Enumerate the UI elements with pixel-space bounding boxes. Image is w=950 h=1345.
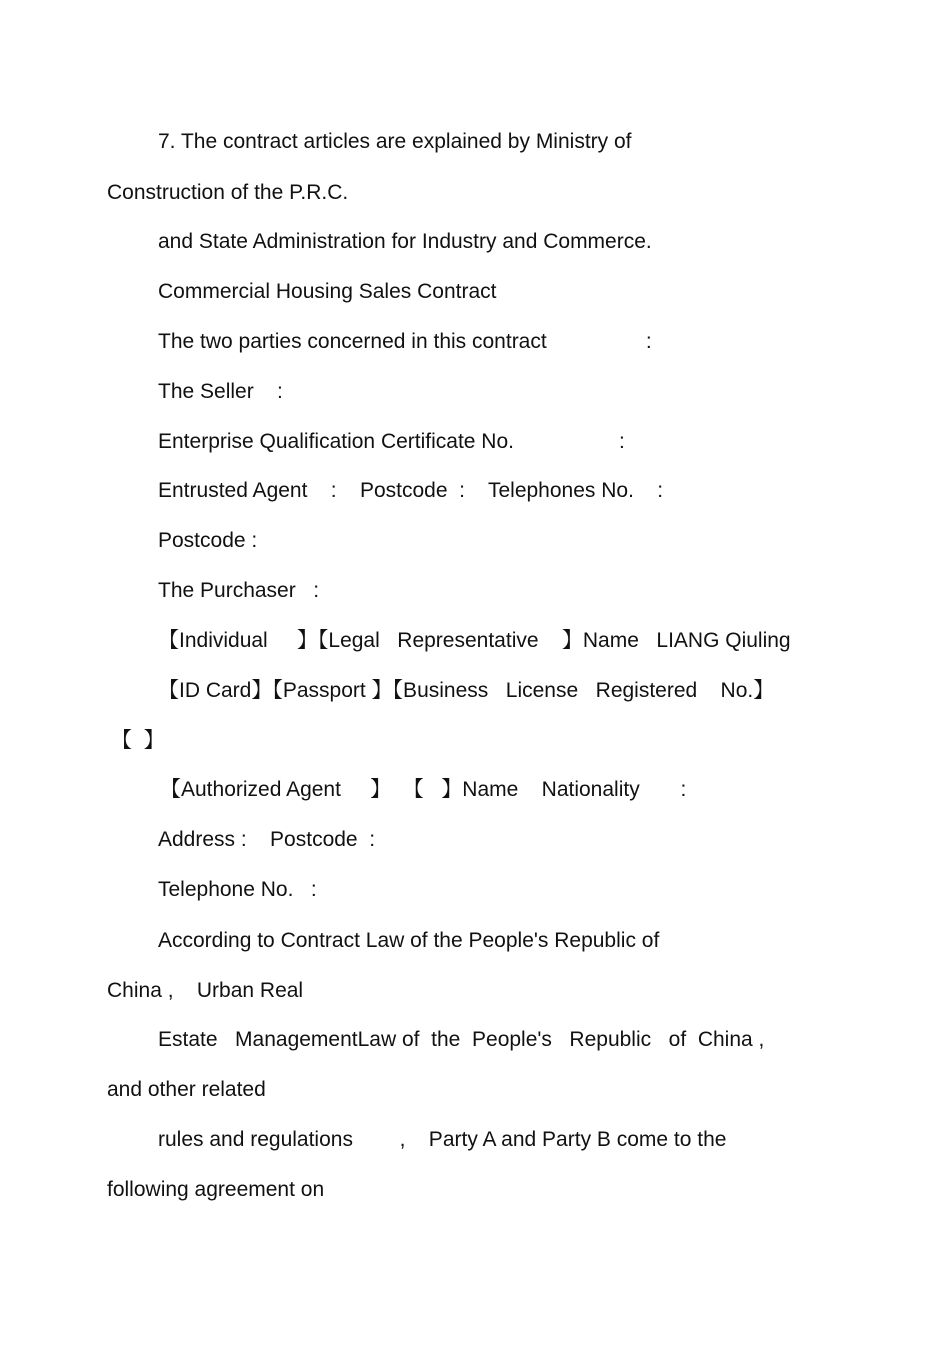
text-line-china-urban: China , Urban Real [107,979,304,1002]
authorized-agent-line: 【Authorized Agent 】 【 】Name Nationality : [160,778,687,801]
postcode-field: Postcode : [158,529,258,552]
address-line: Address : Postcode : [158,828,376,851]
text-line-following-agreement: following agreement on [107,1178,325,1201]
telephone-line: Telephone No. : [158,878,317,901]
document-title: Commercial Housing Sales Contract [158,280,497,303]
seller-field: The Seller : [158,380,283,403]
text-line-state-administration: and State Administration for Industry and Commerce. [158,230,652,253]
purchaser-id-line: 【ID Card】【Passport 】【Business License Registered No.】 [158,679,775,702]
text-line-article-7: 7. The contract articles are explained by Ministry of [158,130,632,153]
purchaser-name-line: 【Individual 】【Legal Representative 】Name LIANG Qiuling [158,629,791,652]
text-line-two-parties: The two parties concerned in this contract : [158,330,652,353]
text-line-contract-law: According to Contract Law of the People's Republic of [158,929,660,952]
text-line-other-related: and other related [107,1078,266,1101]
entrusted-agent-field: Entrusted Agent : Postcode : Telephones No. : [158,479,664,502]
text-line-construction: Construction of the P.R.C. [107,181,349,204]
text-line-rules-regulations: rules and regulations , Party A and Party B come to the [158,1128,727,1151]
text-line-estate-management: Estate ManagementLaw of the People's Republic of China , [158,1028,765,1051]
purchaser-field: The Purchaser : [158,579,320,602]
qualification-certificate-field: Enterprise Qualification Certificate No. : [158,430,625,453]
empty-bracket-line: 【 】 [111,729,165,752]
